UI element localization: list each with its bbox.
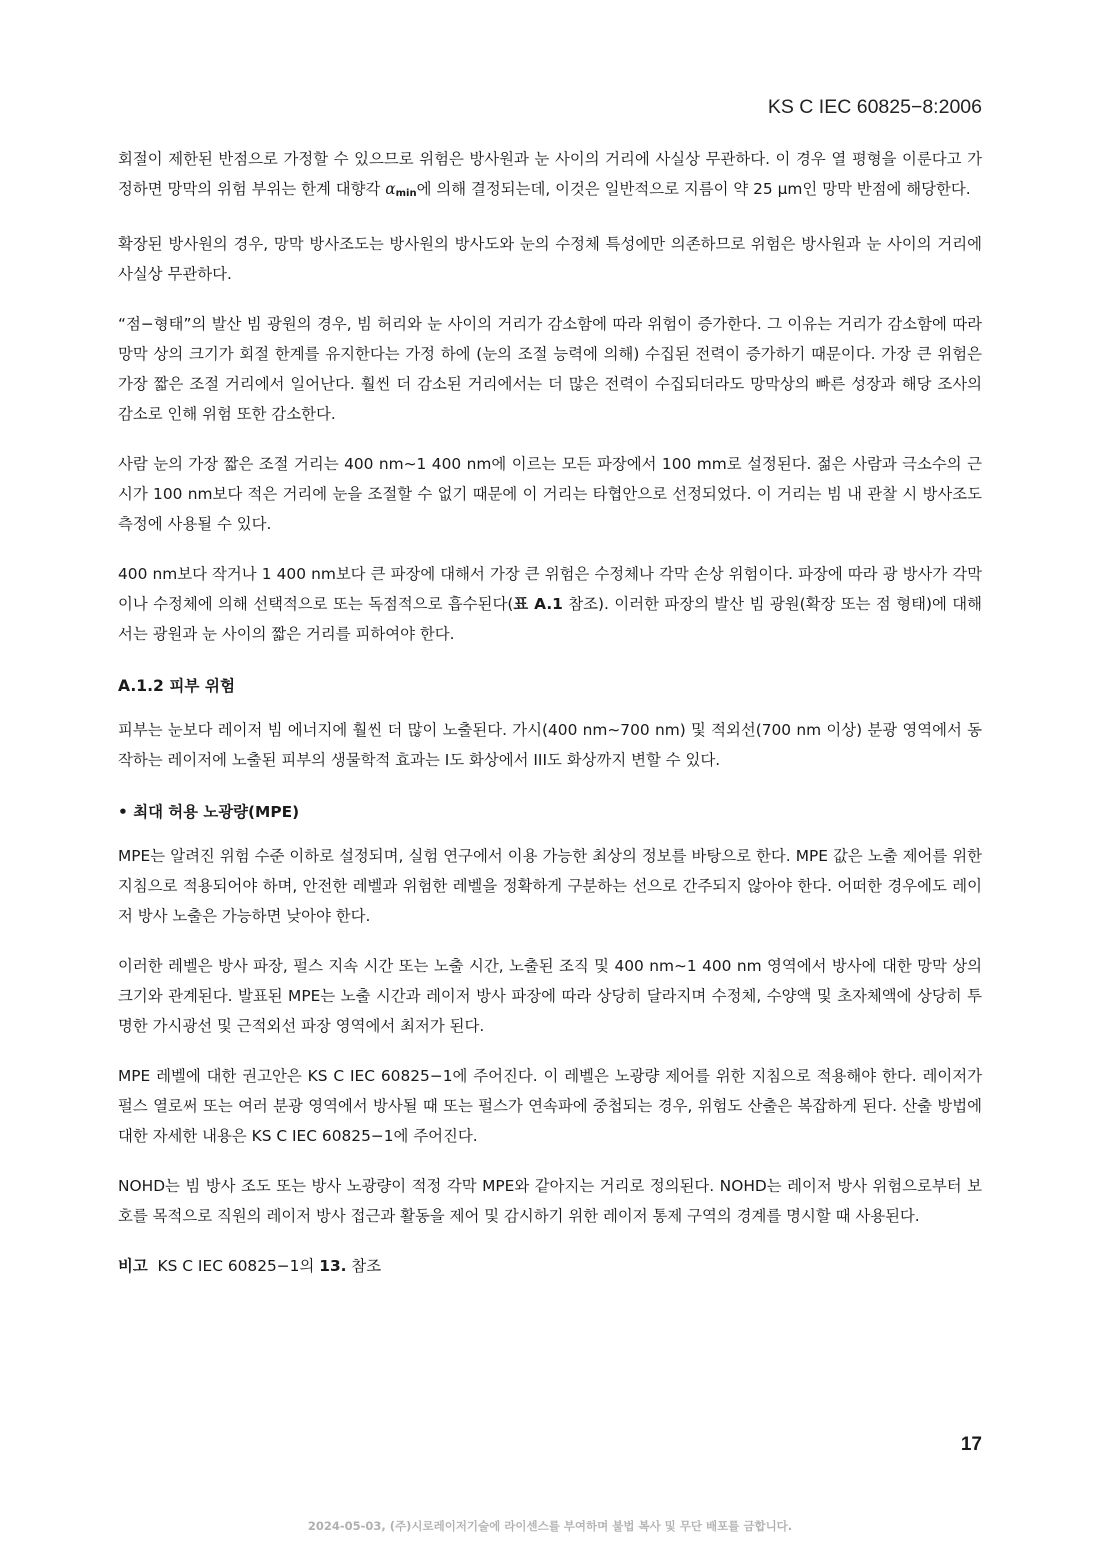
section-heading-skin-hazard: A.1.2 피부 위험 — [118, 677, 236, 695]
note-section-ref: 13. — [319, 1257, 347, 1275]
paragraph-point-source: “점−형태”의 발산 빔 광원의 경우, 빔 허리와 눈 사이의 거리가 감소함에 따라 위험이 증가한다. 그 이유는 거리가 감소함에 따라 망막 상의 크기가 회절 한계를 유지한다는 가정 하에 (눈의 조절 능력에 의해) 수집된 전력이 증가하기 때문이다. 가장 큰 위험은 가장 짧은 조절 거리에서 일어난다. 훨씬 더 감소된 거리에서는 더 많은 전력이 수집되더라도 망막상의 빠른 성장과 해당 조사의 감소로 인해 위험 또한 감소한다. — [118, 315, 982, 423]
paragraph-extended-source: 확장된 방사원의 경우, 망막 방사조도는 방사원의 방사도와 눈의 수정체 특성에만 의존하므로 위험은 방사원과 눈 사이의 거리에 사실상 무관하다. — [118, 235, 982, 283]
alpha-subscript: min — [395, 188, 417, 199]
note: 비고 KS C IEC 60825−1의 13. 참조 — [118, 1257, 382, 1275]
paragraph-diffraction: 회절이 제한된 반점으로 가정할 수 있으므로 위험은 방사원과 눈 사이의 거리에 사실상 무관하다. 이 경우 열 평형을 이룬다고 가정하면 망막의 위험 부위는 한계 대향각 $\alpha_{min}$에 의해 결정되는데, 이것은 일반적으로 지름이 약 25 μm인 망막 반점에 해당한다. — [118, 150, 982, 199]
page-number: 17 — [960, 1434, 982, 1455]
paragraph-accommodation-distance: 사람 눈의 가장 짧은 조절 거리는 400 nm∼1 400 nm에 이르는 모든 파장에서 100 mm로 설정된다. 젊은 사람과 극소수의 근시가 100 nm보다 적은 거리에 눈을 조절할 수 없기 때문에 이 거리는 타협안으로 선정되었다. 이 거리는 빔 내 관찰 시 방사조도 측정에 사용될 수 있다. — [118, 455, 982, 533]
note-label: 비고 — [118, 1257, 148, 1275]
page-body — [118, 144, 982, 1281]
alpha-symbol: α — [385, 180, 396, 198]
license-footer: 2024-05-03, (주)시로레이저기술에 라이센스를 부여하며 불법 복사 및 무단 배포를 금합니다. — [307, 1519, 793, 1533]
bullet-heading-mpe: • 최대 허용 노광량(MPE) — [118, 803, 300, 821]
paragraph-skin: 피부는 눈보다 레이저 빔 에너지에 훨씬 더 많이 노출된다. 가시(400 nm∼700 nm) 및 적외선(700 nm 이상) 분광 영역에서 동작하는 레이저에 노출된 피부의 생물학적 효과는 I도 화상에서 III도 화상까지 변할 수 있다. — [118, 721, 982, 769]
paragraph-mpe-levels: 이러한 레벨은 방사 파장, 펄스 지속 시간 또는 노출 시간, 노출된 조직 및 400 nm∼1 400 nm 영역에서 방사에 대한 망막 상의 크기와 관계된다. 발표된 MPE는 노출 시간과 레이저 방사 파장에 따라 상당히 달라지며 수정체, 수양액 및 초자체액에 상당히 투명한 가시광선 및 근적외선 파장 영역에서 최저가 된다. — [118, 957, 982, 1035]
document-id: KS C IEC 60825−8:2006 — [767, 96, 982, 118]
paragraph-mpe-definition: MPE는 알려진 위험 수준 이하로 설정되며, 실험 연구에서 이용 가능한 최상의 정보를 바탕으로 한다. MPE 값은 노출 제어를 위한 지침으로 적용되어야 하며, 안전한 레벨과 위험한 레벨을 정확하게 구분하는 선으로 간주되지 않아야 한다. 어떠한 경우에도 레이저 방사 노출은 가능하면 낮아야 한다. — [118, 847, 982, 925]
table-reference: 표 A.1 — [513, 595, 563, 613]
paragraph-mpe-recommendation: MPE 레벨에 대한 권고안은 KS C IEC 60825−1에 주어진다. 이 레벨은 노광량 제어를 위한 지침으로 적용해야 한다. 레이저가 펄스 열로써 또는 여러 분광 영역에서 방사될 때 또는 펄스가 연속파에 중첩되는 경우, 위험도 산출은 복잡하게 된다. 산출 방법에 대한 자세한 내용은 KS C IEC 60825−1에 주어진다. — [118, 1067, 982, 1145]
paragraph-cornea-lens-hazard: 400 nm보다 작거나 1 400 nm보다 큰 파장에 대해서 가장 큰 위험은 수정체나 각막 손상 위험이다. 파장에 따라 광 방사가 각막이나 수정체에 의해 선택적으로 또는 독점적으로 흡수된다(표 A.1 참조). 이러한 파장의 발산 빔 광원(확장 또는 점 형태)에 대해서는 광원과 눈 사이의 짧은 거리를 피하여야 한다. — [118, 565, 982, 643]
paragraph-nohd: NOHD는 빔 방사 조도 또는 방사 노광량이 적정 각막 MPE와 같아지는 거리로 정의된다. NOHD는 레이저 방사 위험으로부터 보호를 목적으로 직원의 레이저 방사 접근과 활동을 제어 및 감시하기 위한 레이저 통제 구역의 경계를 명시할 때 사용된다. — [118, 1177, 982, 1225]
